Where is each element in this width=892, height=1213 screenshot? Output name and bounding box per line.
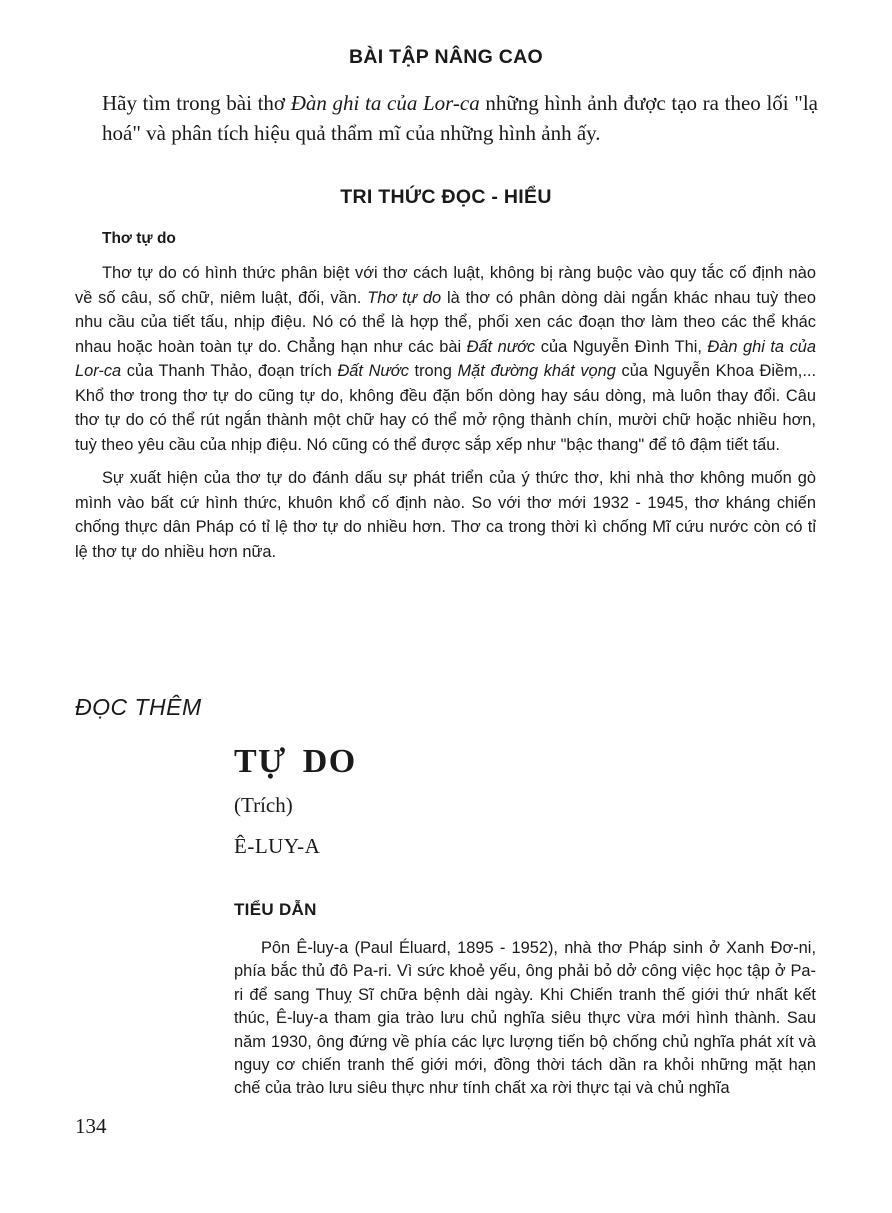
knowledge-subheading: Thơ tự do xyxy=(102,230,176,247)
work-title: Đất nước xyxy=(466,337,536,356)
text-span: là thơ có phân dòng dài ngắn khác nhau tuỳ theo nhu cầu của tiết tấu, nhịp điệu. Nó có thể là hợp thể, phối xen các đoạn thơ làm theo các thể khác nhau hoặc hoàn toàn tự do. Chẳng hạn như các bài xyxy=(75,288,816,356)
excerpt-note: (Trích) xyxy=(234,793,293,817)
intro-body xyxy=(234,937,816,1101)
text-span: của Nguyễn Khoa Điềm,... Khổ thơ trong thơ tự do cũng tự do, không đều đặn bốn dòng hay sáu dòng, mà luôn thay đổi. Câu thơ tự do có thể rút ngắn thành một chữ hay có thể mở rộng thành chín, mười chữ hoặc nhiều hơn, tuỳ theo yêu cầu của nhịp điệu. Nó cũng có thể được sắp xếp như "bậc thang" để tô đậm tiết tấu. xyxy=(75,362,817,454)
reading-title: TỰ DO xyxy=(234,743,357,780)
text-span: của Nguyễn Đình Thi, xyxy=(535,337,708,356)
work-title: Đất Nước xyxy=(337,362,409,380)
further-reading-label: ĐỌC THÊM xyxy=(75,694,202,720)
text-span: Thơ tự do có hình thức phân biệt với thơ cách luật, không bị ràng buộc vào quy tắc cố định nào về số câu, số chữ, niêm luật, đối, vần. xyxy=(75,264,816,307)
intro-paragraph: Pôn Ê-luy-a (Paul Éluard, 1895 - 1952), nhà thơ Pháp sinh ở Xanh Đơ-ni, phía bắc thủ đô Pa-ri. Vì sức khoẻ yếu, ông phải bỏ dở công việc học tập ở Pa-ri để sang Thuỵ Sĩ chữa bệnh dài ngày. Khi Chiến tranh thế giới thứ nhất kết thúc, Ê-luy-a tham gia trào lưu chủ nghĩa siêu thực vừa mới hình thành. Sau năm 1930, ông đứng về phía các lực lượng tiến bộ chống chủ nghĩa phát xít và nguy cơ chiến tranh thế giới mới, đồng thời tách dần ra khỏi những mặt hạn chế của trào lưu siêu thực như tính chất xa rời thực tại và chủ nghĩa xyxy=(234,939,816,1098)
knowledge-paragraph-2: Sự xuất hiện của thơ tự do đánh dấu sự phát triển của ý thức thơ, khi nhà thơ không muốn gò mình vào bất cứ hình thức, khuôn khổ cố định nào. So với thơ mới 1932 - 1945, thơ kháng chiến chống thực dân Pháp có tỉ lệ thơ tự do nhiều hơn. Thơ ca trong thời kì chống Mĩ cứu nước còn có tỉ lệ thơ tự do nhiều hơn nữa. xyxy=(75,469,816,561)
exercise-text-before: Hãy tìm trong bài thơ xyxy=(102,91,291,115)
exercise-poem-title: Đàn ghi ta của Lor-ca xyxy=(290,91,480,115)
advanced-exercise-text xyxy=(102,88,818,148)
exercise-text-after: những hình ảnh được tạo ra theo lối "lạ hoá" và phân tích hiệu quả thẩm mĩ của những hình ảnh ấy. xyxy=(102,91,818,145)
author-name: Ê-LUY-A xyxy=(234,834,321,858)
work-title: Mặt đường khát vọng xyxy=(457,362,616,380)
knowledge-paragraph-1 xyxy=(75,261,816,457)
advanced-exercise-heading: BÀI TẬP NÂNG CAO xyxy=(348,46,544,68)
page-number: 134 xyxy=(75,1114,107,1138)
text-span: của Thanh Thảo, đoạn trích xyxy=(121,362,338,380)
text-span: trong xyxy=(408,362,458,380)
term-italic: Thơ tự do xyxy=(367,288,442,307)
knowledge-heading: TRI THỨC ĐỌC - HIỂU xyxy=(340,186,552,208)
work-title: Đàn ghi ta của Lor-ca xyxy=(75,337,816,380)
intro-heading: TIỂU DẪN xyxy=(234,900,317,919)
knowledge-body xyxy=(75,261,816,564)
